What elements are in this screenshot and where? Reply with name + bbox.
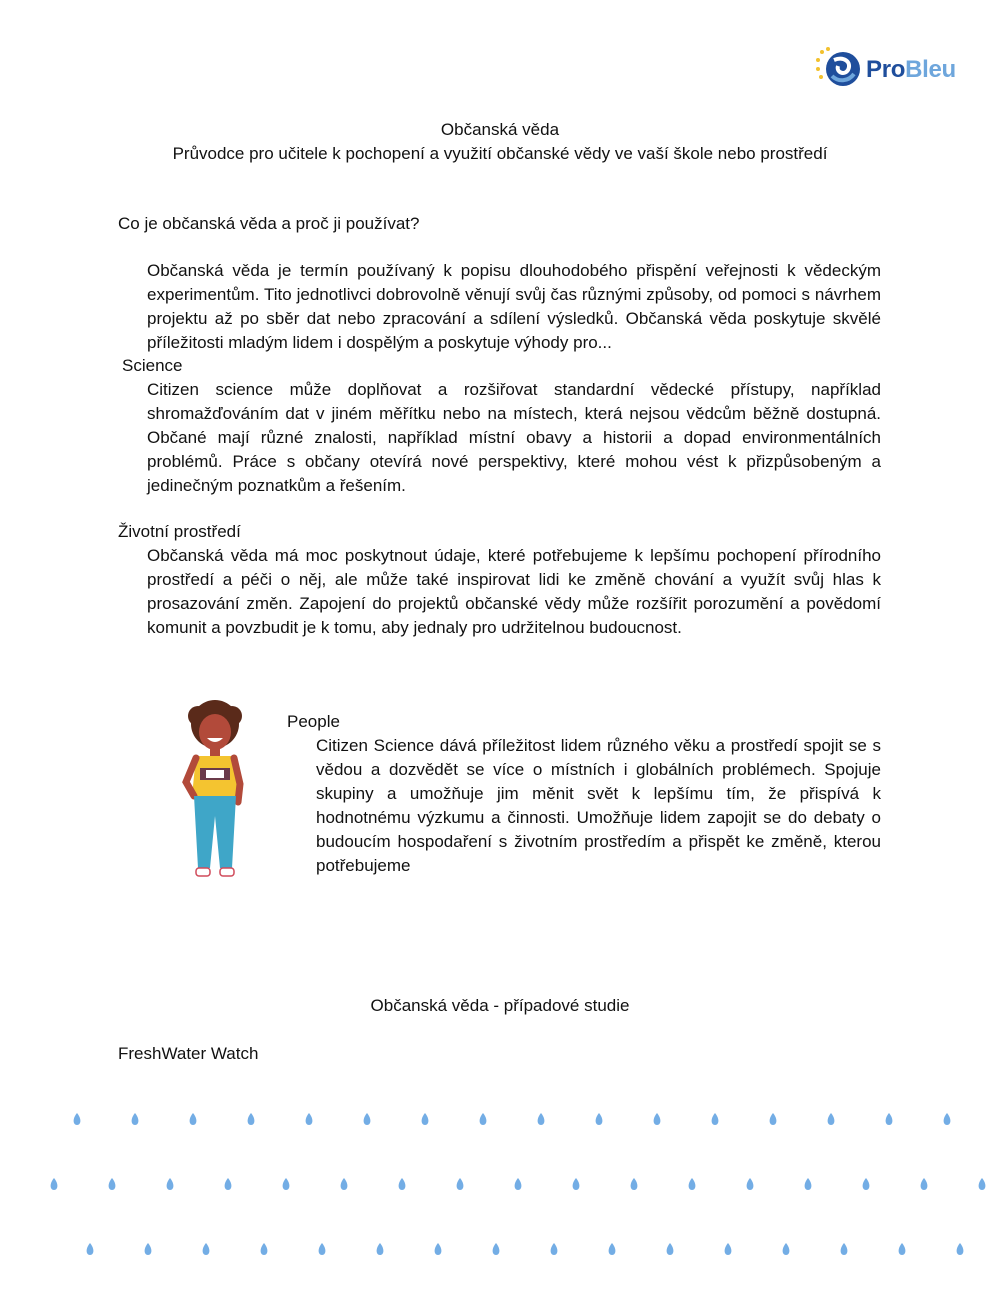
raindrop-icon <box>435 1243 442 1255</box>
raindrop-icon <box>480 1113 487 1125</box>
page-subtitle: Průvodce pro učitele k pochopení a využití občanské vědy ve vaší škole nebo prostředí <box>172 144 828 163</box>
page-title: Občanská věda <box>440 120 560 139</box>
raindrop-icon <box>306 1113 313 1125</box>
raindrop-icon <box>725 1243 732 1255</box>
raindrop-icon <box>841 1243 848 1255</box>
raindrop-icon <box>712 1113 719 1125</box>
raindrop-icon <box>377 1243 384 1255</box>
people-heading: People <box>287 712 340 731</box>
raindrop-icon <box>493 1243 500 1255</box>
raindrop-icon <box>783 1243 790 1255</box>
child-illustration <box>180 698 250 884</box>
raindrop-icon <box>515 1178 522 1190</box>
raindrop-icon <box>203 1243 210 1255</box>
raindrop-icon <box>248 1113 255 1125</box>
raindrop-icon <box>805 1178 812 1190</box>
logo-bleu: Bleu <box>905 56 956 83</box>
raindrop-pattern <box>0 1100 1000 1280</box>
raindrop-icon <box>51 1178 58 1190</box>
raindrop-icon <box>689 1178 696 1190</box>
raindrop-icon <box>87 1243 94 1255</box>
raindrop-icon <box>609 1243 616 1255</box>
raindrop-icon <box>341 1178 348 1190</box>
intro-heading: Co je občanská věda a proč ji používat? <box>118 214 420 233</box>
raindrop-icon <box>596 1113 603 1125</box>
raindrop-icon <box>364 1113 371 1125</box>
raindrop-icon <box>957 1243 964 1255</box>
raindrop-icon <box>283 1178 290 1190</box>
raindrop-icon <box>573 1178 580 1190</box>
raindrop-icon <box>399 1178 406 1190</box>
logo-pro: Pro <box>866 56 906 83</box>
probleu-logo <box>814 46 974 92</box>
raindrop-icon <box>225 1178 232 1190</box>
probleu-globe-icon <box>814 46 862 92</box>
environment-heading: Životní prostředí <box>118 522 241 541</box>
intro-paragraph: Občanská věda je termín používaný k popisu dlouhodobého přispění veřejnosti k vědeckým experimentům. Tito jednotlivci dobrovolně věnují svůj čas různými způsoby, od pomoci s návrhem projektu až po sběr dat nebo zpracování a sdílení výsledků. Občanská věda poskytuje skvělé příležitosti mladým lidem i dospělým a poskytuje výhody pro... <box>147 261 881 352</box>
raindrop-icon <box>319 1243 326 1255</box>
environment-paragraph: Občanská věda má moc poskytnout údaje, které potřebujeme k lepšímu pochopení přírodního prostředí a péči o něj, ale může také inspirovat lidi ke změně chování a využít svůj hlas k prosazování změn. Zapojení do projektů občanské vědy může rozšířit porozumění a povědomí komunit a povzbudit je k tomu, aby jednaly pro udržitelnou budoucnost. <box>147 546 881 637</box>
raindrop-icon <box>457 1178 464 1190</box>
raindrop-icon <box>921 1178 928 1190</box>
raindrop-icon <box>770 1113 777 1125</box>
raindrop-icon <box>944 1113 951 1125</box>
raindrop-icon <box>145 1243 152 1255</box>
raindrop-icon <box>886 1113 893 1125</box>
raindrop-icon <box>167 1178 174 1190</box>
raindrop-icon <box>747 1178 754 1190</box>
raindrop-icon <box>109 1178 116 1190</box>
raindrop-icon <box>863 1178 870 1190</box>
raindrop-icon <box>190 1113 197 1125</box>
raindrop-icon <box>828 1113 835 1125</box>
raindrop-icon <box>422 1113 429 1125</box>
science-heading: Science <box>122 356 183 375</box>
raindrop-icon <box>74 1113 81 1125</box>
raindrop-icon <box>667 1243 674 1255</box>
raindrop-icon <box>551 1243 558 1255</box>
people-paragraph: Citizen Science dává příležitost lidem různého věku a prostředí spojit se s vědou a dozvědět se více o místních i globálních problémech. Spojuje skupiny a umožňuje jim měnit svět k lepšímu tím, že přispívá k hodnotnému výzkumu a činnosti. Umožňuje lidem zapojit se do debaty o budoucím hospodaření s životním prostředím a přispět ke změně, kterou potřebujeme <box>316 736 881 875</box>
raindrop-icon <box>979 1178 986 1190</box>
raindrop-icon <box>654 1113 661 1125</box>
case-study-freshwater-watch: FreshWater Watch <box>118 1044 259 1063</box>
raindrop-icon <box>261 1243 268 1255</box>
raindrop-icon <box>132 1113 139 1125</box>
raindrop-icon <box>899 1243 906 1255</box>
raindrop-icon <box>631 1178 638 1190</box>
case-studies-heading: Občanská věda - případové studie <box>370 996 630 1015</box>
raindrop-icon <box>538 1113 545 1125</box>
science-paragraph: Citizen science může doplňovat a rozšiřovat standardní vědecké přístupy, například shromažďováním dat v jiném měřítku nebo na místech, která nejsou vědcům běžně dostupná. Občané mají různé znalosti, například místní obavy a historii a dopad environmentálních problémů. Práce s občany otevírá nové perspektivy, které mohou vést k přizpůsobeným a jedinečným poznatkům a řešením. <box>147 380 881 495</box>
